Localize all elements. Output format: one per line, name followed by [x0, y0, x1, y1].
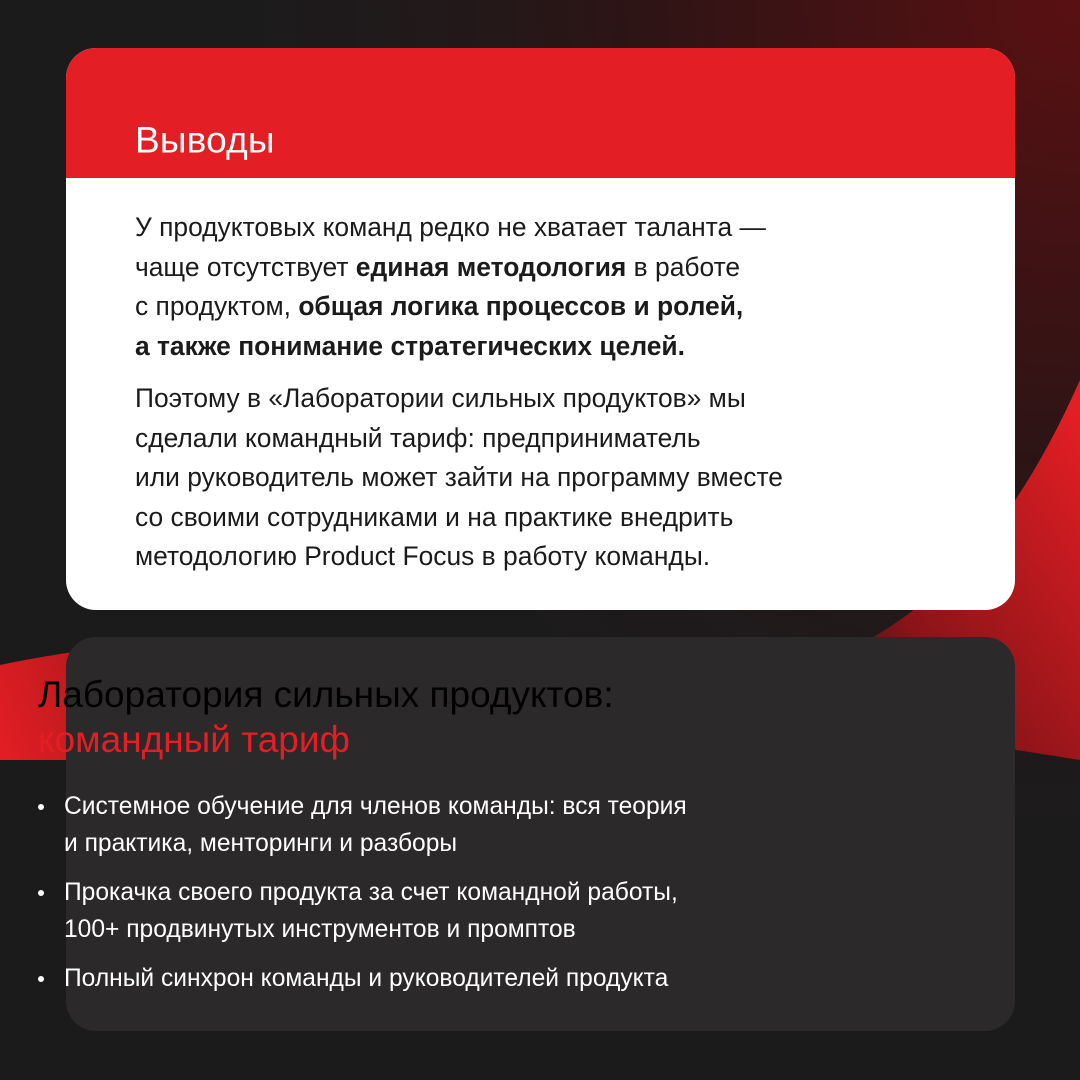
- bullet-dot-icon: [38, 804, 44, 810]
- line-2-bold: единая методология: [355, 251, 627, 282]
- offer-title-line-2: командный тариф: [38, 719, 350, 760]
- paragraph-2-line-1: Поэтому в «Лаборатории сильных продуктов» мы: [135, 383, 746, 413]
- paragraph-2-line-2: сделали командный тариф: предприниматель: [135, 422, 701, 453]
- conclusions-header: [66, 48, 1015, 178]
- line-3-bold: общая логика процессов и ролей,: [298, 291, 744, 321]
- paragraph-2-line-4: со своими сотрудниками и на практике внедрить: [135, 501, 734, 532]
- offer-title: [38, 672, 614, 762]
- offer-bullet-text: [64, 874, 687, 948]
- offer-bullet-item: [38, 874, 687, 948]
- offer-bullet-item: [38, 960, 687, 997]
- paragraph-1-line-1: У продуктовых команд редко не хватает таланта —: [135, 212, 766, 242]
- offer-bullet-text: [64, 788, 687, 862]
- offer-bullet-text: [64, 960, 687, 997]
- conclusions-card: [66, 48, 1015, 610]
- line-3-pre: с продуктом,: [135, 291, 299, 321]
- offer-bullet-item: [38, 788, 687, 862]
- conclusions-paragraph-1: [135, 208, 955, 366]
- bullet-1-line-1: Системное обучение для членов команды: вся теория: [64, 793, 687, 820]
- conclusions-paragraph-2: [135, 379, 955, 577]
- paragraph-1-line-3: [135, 287, 955, 327]
- offer-title-line-1: Лаборатория сильных продуктов:: [38, 674, 614, 715]
- paragraph-1-line-4: а также понимание стратегических целей.: [135, 330, 685, 361]
- bullet-1-line-2: и практика, менторинги и разборы: [64, 830, 458, 857]
- bullet-dot-icon: [38, 890, 44, 896]
- paragraph-2-line-5: методологию Product Focus в работу команды.: [135, 541, 711, 571]
- line-2-pre: чаще отсутствует: [135, 251, 356, 282]
- paragraph-2-line-3: или руководитель может зайти на программу вместе: [135, 462, 783, 492]
- conclusions-body: [66, 178, 1015, 577]
- paragraph-1-line-2: [135, 248, 955, 288]
- conclusions-title: Выводы: [135, 119, 275, 161]
- bullet-2-line-2: 100+ продвинутых инструментов и промптов: [64, 916, 576, 943]
- line-2-post: в работе: [626, 251, 741, 282]
- bullet-dot-icon: [38, 976, 44, 982]
- offer-bullet-list: [38, 788, 687, 997]
- bullet-2-line-1: Прокачка своего продукта за счет командной работы,: [64, 879, 678, 906]
- bullet-3-line-1: Полный синхрон команды и руководителей продукта: [64, 965, 669, 992]
